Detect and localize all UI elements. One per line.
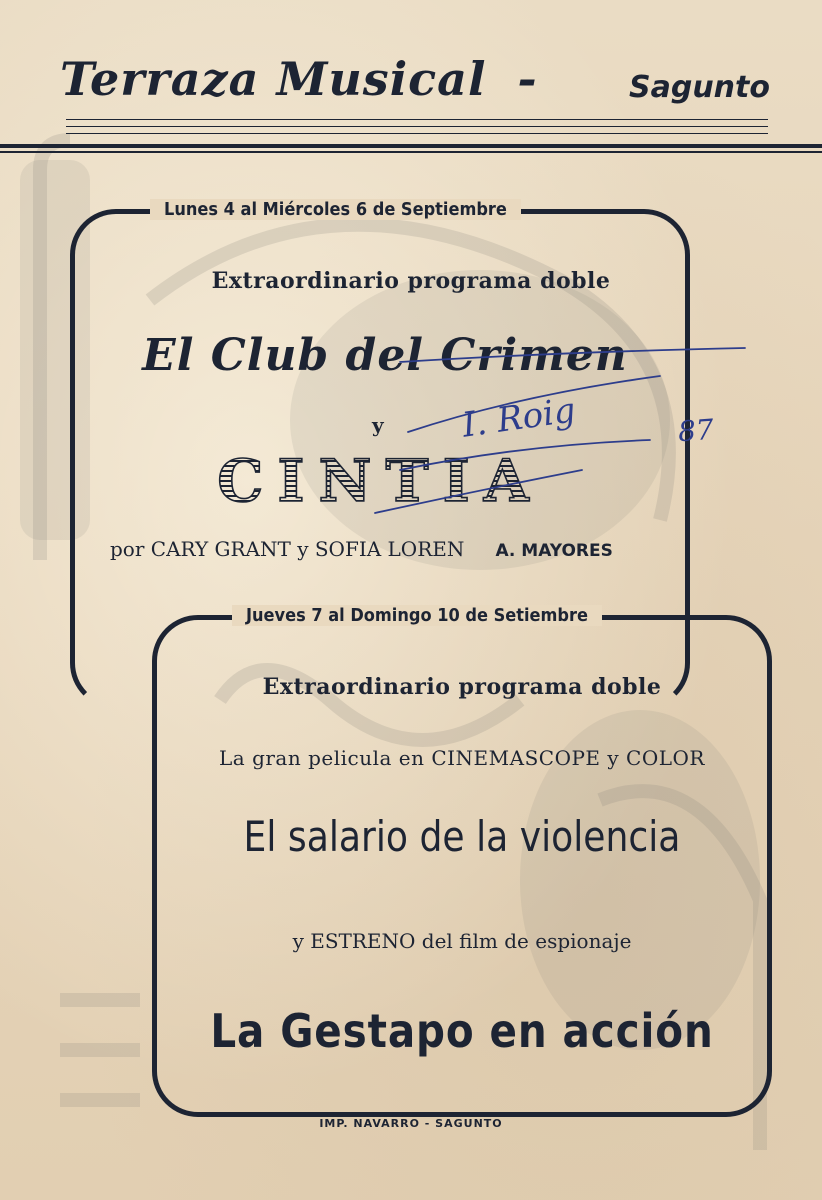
program2-heading: Extraordinario programa doble <box>262 674 662 700</box>
program1-conjunction: y <box>372 413 384 437</box>
program1-cast: por CARY GRANT y SOFIA LOREN <box>110 537 465 561</box>
program1-heading: Extraordinario programa doble <box>211 268 611 294</box>
program1-film-b-text: CINTIA <box>217 447 543 515</box>
program2-film-b: La Gestapo en acción <box>210 1004 714 1058</box>
program2-estreno: y ESTRENO del film de espionaje <box>292 929 632 953</box>
program2-dates: Jueves 7 al Domingo 10 de Setiembre <box>232 605 602 626</box>
program1-rating: A. MAYORES <box>495 541 613 561</box>
handwritten-name: I. Roig <box>459 390 578 446</box>
program1-dates: Lunes 4 al Miércoles 6 de Septiembre <box>150 199 521 220</box>
venue-town: Sagunto <box>629 70 770 105</box>
printer-credit: IMP. NAVARRO - SAGUNTO <box>319 1117 503 1130</box>
program2-intro: La gran pelicula en CINEMASCOPE y COLOR <box>219 746 705 770</box>
program1-film-a: El Club del Crimen <box>142 330 628 381</box>
handwritten-year: 87 <box>676 412 715 449</box>
program2-film-a: El salario de la violencia <box>243 812 681 861</box>
venue-name: Terraza Musical <box>60 52 487 106</box>
title-separator: - <box>517 52 538 106</box>
